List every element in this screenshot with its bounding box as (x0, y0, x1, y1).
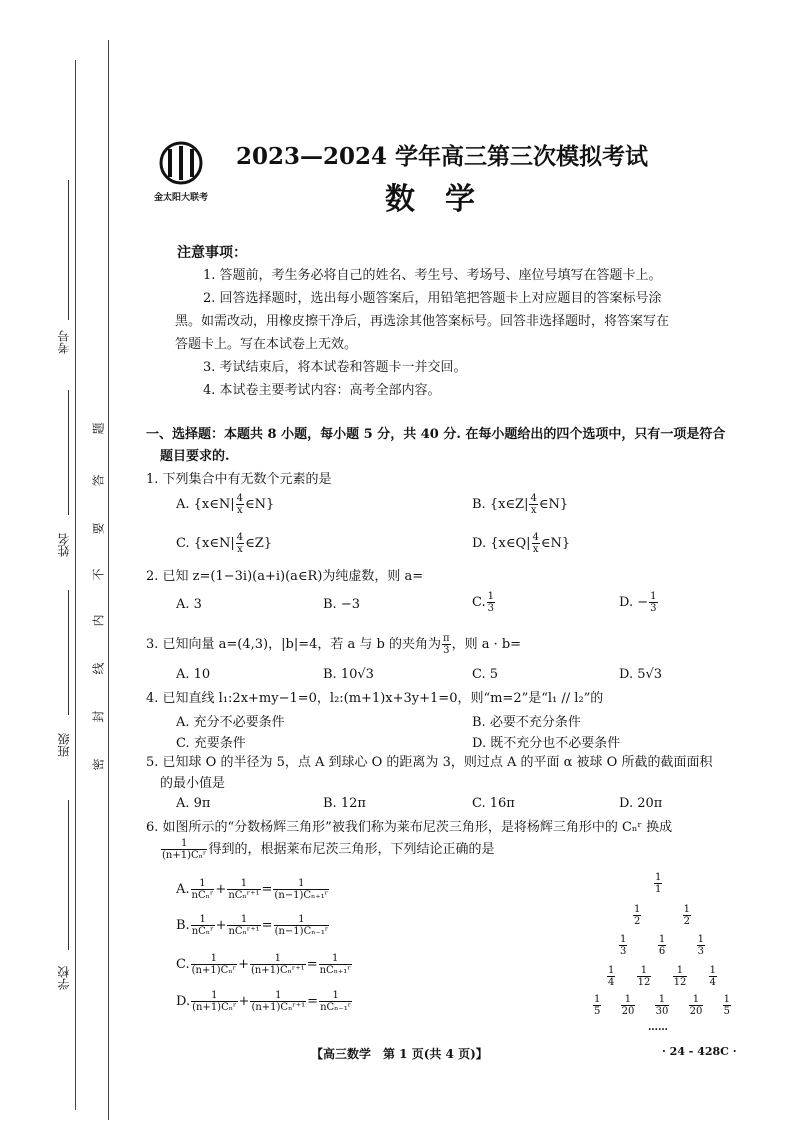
plus-sign: + (215, 882, 227, 897)
denominator: 5 (594, 1006, 601, 1017)
fraction (250, 953, 306, 976)
numerator: 1 (608, 965, 615, 976)
numerator: 1 (650, 591, 657, 602)
numerator: 1 (191, 953, 237, 965)
fraction (273, 878, 329, 901)
denominator: 20 (689, 1006, 703, 1017)
numerator: π (442, 633, 450, 644)
q5-option-b: B. 12π (323, 796, 366, 811)
question-4-stem: 4. 已知直线 l₁:2x+my−1=0，l₂:(m+1)x+3y+1=0，则“m=2”是“l₁ // l₂”的 (146, 691, 604, 706)
question-6-stem: 6. 如图所示的“分数杨辉三角形”被我们称为莱布尼茨三角形，是将杨辉三角形中的 Cₙʳ 换成 (146, 820, 673, 835)
question-1-stem: 1. 下列集合中有无数个元素的是 (146, 472, 332, 487)
numerator: 1 (621, 994, 636, 1006)
opt-text: ∈N} (540, 536, 571, 551)
denominator: (n−1)Cₙ₋₁ʳ (274, 926, 329, 937)
fraction (191, 914, 215, 937)
q4-option-a: A. 充分不必要条件 (176, 715, 285, 730)
binding-warning-char: 封 (91, 710, 106, 723)
denominator: x (532, 544, 539, 555)
fraction (621, 994, 636, 1017)
notice-item: 2. 回答选择题时，选出每小题答案后，用铅笔把答题卡上对应题目的答案标号涂 (203, 291, 662, 306)
numerator: 1 (723, 994, 730, 1005)
numerator: 1 (683, 904, 690, 915)
denominator: nCₙʳ⁺¹ (228, 926, 260, 937)
fraction (689, 994, 704, 1017)
fraction (658, 934, 666, 957)
numerator: 1 (191, 990, 237, 1002)
binding-warning-char: 内 (91, 614, 106, 627)
class-label: 班级 (57, 733, 71, 757)
id-label: 考号 (57, 330, 71, 354)
denominator: 3 (443, 645, 450, 656)
q2-option-c (472, 591, 496, 614)
fraction (236, 493, 244, 516)
logo-emblem-icon (150, 140, 212, 186)
numerator: 1 (709, 965, 716, 976)
opt-label: B. (176, 918, 190, 933)
notice-item: 4. 本试卷主要考试内容：高考全部内容。 (203, 383, 441, 398)
fraction (633, 904, 641, 927)
opt-text: ∈N} (538, 497, 569, 512)
fraction (250, 990, 306, 1013)
page-footer: 【高三数学 第 1 页(共 4 页)】 (311, 1047, 488, 1061)
fraction (619, 934, 627, 957)
q4-option-d: D. 既不充分也不必要条件 (472, 736, 621, 751)
q6-option-d (176, 990, 353, 1013)
numerator: 1 (673, 965, 688, 977)
fraction (487, 591, 495, 614)
opt-text: C. {x∈N| (176, 536, 235, 551)
denominator: 3 (620, 946, 627, 957)
section-heading-cont: 题目要求的. (160, 449, 230, 464)
denominator: x (530, 505, 537, 516)
numerator: 1 (658, 934, 666, 945)
numerator: 1 (250, 953, 306, 965)
numerator: 1 (191, 878, 215, 890)
numerator: 4 (532, 532, 539, 543)
binding-warning-char: 不 (91, 568, 106, 581)
numerator: 1 (637, 965, 652, 977)
notice-item: 黑。如需改动，用橡皮擦干净后，再选涂其他答案标号。回答非选择题时，将答案写在 (175, 314, 670, 329)
denominator: nCₙ₊₁ʳ (319, 965, 351, 976)
numerator: 1 (634, 904, 641, 915)
denominator: (n+1)Cₙʳ⁺¹ (251, 1002, 306, 1013)
q2-option-d (619, 591, 659, 614)
triangle-row-5 (592, 994, 732, 1017)
q6-option-b (176, 914, 330, 937)
equals-sign: = (261, 882, 273, 897)
denominator: 3 (697, 946, 704, 957)
triangle-row-3 (618, 934, 706, 957)
triangle-row-2 (632, 904, 692, 927)
fraction (654, 872, 662, 895)
denominator: (n+1)Cₙʳ (162, 850, 207, 861)
fraction (442, 633, 451, 656)
opt-text: D. {x∈Q| (472, 536, 531, 551)
fraction (607, 965, 615, 988)
numerator: 1 (191, 914, 215, 926)
plus-sign: + (215, 918, 227, 933)
opt-text: ∈N} (245, 497, 275, 512)
numerator: 1 (655, 872, 662, 883)
numerator: 4 (530, 493, 537, 504)
q3-option-c: C. 5 (472, 667, 499, 682)
denominator: 5 (723, 1006, 730, 1017)
q3-option-b: B. 10√3 (323, 667, 374, 682)
triangle-row-4 (606, 965, 718, 988)
numerator: 4 (236, 493, 244, 504)
q6-option-a (176, 878, 330, 901)
numerator: 1 (319, 953, 352, 965)
q6-option-c (176, 953, 353, 976)
denominator: 6 (658, 946, 666, 957)
denominator: 4 (608, 977, 615, 988)
opt-label: C. (176, 957, 190, 972)
numerator: 1 (594, 994, 601, 1005)
denominator: 2 (634, 916, 641, 927)
q4-option-b: B. 必要不充分条件 (472, 715, 581, 730)
question-5-stem-cont: 的最小值是 (160, 776, 226, 791)
denominator: (n+1)Cₙʳ (191, 965, 237, 976)
q3-option-a: A. 10 (176, 667, 211, 682)
q1-option-b (472, 493, 568, 516)
q5-option-d: D. 20π (619, 796, 663, 811)
fraction (191, 878, 215, 901)
q2-option-a: A. 3 (176, 597, 202, 612)
triangle-row-1 (653, 872, 663, 895)
numerator: 1 (319, 990, 352, 1002)
school-line (68, 800, 69, 950)
name-label: 姓名 (57, 533, 71, 557)
plus-sign: + (238, 957, 249, 972)
fraction (227, 878, 260, 901)
equals-sign: = (261, 918, 273, 933)
binding-warning-char: 线 (91, 662, 106, 675)
q4-option-c: C. 充要条件 (176, 736, 246, 751)
fraction (723, 994, 731, 1017)
fraction (697, 934, 705, 957)
denominator: (n−1)Cₙ₊₁ʳ (274, 890, 329, 901)
fraction (709, 965, 717, 988)
denominator: 30 (655, 1006, 669, 1017)
opt-text: B. {x∈Z| (472, 497, 529, 512)
opt-text: C. (472, 595, 486, 610)
fraction (191, 990, 237, 1013)
plus-sign: + (238, 994, 250, 1009)
numerator: 1 (697, 934, 704, 945)
notice-item: 答题卡上。写在本试卷上无效。 (175, 337, 358, 352)
numerator: 1 (227, 878, 260, 890)
denominator: 3 (487, 603, 494, 614)
fraction (191, 953, 237, 976)
binding-rule-inner (108, 40, 109, 1120)
fraction (683, 904, 691, 927)
binding-warning-char: 题 (91, 422, 106, 435)
fraction (161, 838, 207, 861)
question-5-stem: 5. 已知球 O 的半径为 5，点 A 到球心 O 的距离为 3，则过点 A 的平面 α 被球 O 所截的截面面积 (146, 755, 713, 770)
q5-option-a: A. 9π (176, 796, 211, 811)
denominator: (n+1)Cₙʳ⁺¹ (250, 965, 305, 976)
triangle-ellipsis: …… (648, 1022, 668, 1033)
denominator: nCₙʳ (191, 890, 214, 901)
denominator: nCₙʳ (191, 926, 214, 937)
fraction (227, 914, 260, 937)
notice-heading: 注意事项： (177, 245, 247, 261)
denominator: 12 (637, 977, 651, 988)
q3-option-d: D. 5√3 (619, 667, 663, 682)
opt-label: A. (176, 882, 190, 897)
fraction (274, 914, 330, 937)
denominator: 2 (683, 916, 690, 927)
denominator: nCₙʳ⁺¹ (228, 890, 260, 901)
denominator: x (237, 505, 243, 516)
q1-option-c (176, 532, 272, 555)
numerator: 1 (161, 838, 207, 850)
fraction (236, 532, 244, 555)
numerator: 1 (689, 994, 704, 1006)
leibniz-triangle-figure (580, 872, 740, 1032)
equals-sign: = (307, 994, 319, 1009)
numerator: 4 (236, 532, 244, 543)
binding-warning-char: 要 (91, 522, 106, 535)
stem-text: 得到的，根据莱布尼茨三角形，下列结论正确的是 (208, 842, 495, 857)
denominator: 1 (655, 884, 662, 895)
denominator: 12 (673, 977, 687, 988)
denominator: 3 (650, 603, 657, 614)
numerator: 1 (227, 914, 260, 926)
notice-item: 3. 考试结束后，将本试卷和答题卡一并交回。 (203, 360, 467, 375)
question-6-stem-cont (160, 838, 494, 861)
numerator: 1 (487, 591, 494, 602)
notice-item: 1. 答题前，考生务必将自己的姓名、考生号、考场号、座位号填写在答题卡上。 (203, 268, 662, 283)
fraction (673, 965, 688, 988)
stem-text: 3. 已知向量 a=(4,3)，|b|=4，若 a 与 b 的夹角为 (146, 637, 441, 652)
denominator: nCₙ₋₁ʳ (320, 1002, 352, 1013)
opt-label: D. (176, 994, 191, 1009)
equals-sign: = (306, 957, 318, 972)
q5-option-c: C. 16π (472, 796, 515, 811)
section-heading: 一、选择题：本题共 8 小题，每小题 5 分，共 40 分. 在每小题给出的四个选项中，只有一项是符合 (146, 427, 726, 442)
fraction (319, 990, 352, 1013)
subject-title: 数 学 (385, 182, 475, 217)
exam-title: 2023—2024 学年高三第三次模拟考试 (236, 143, 649, 170)
q2-option-b: B. −3 (323, 597, 360, 612)
numerator: 1 (655, 994, 670, 1006)
numerator: 1 (620, 934, 627, 945)
stem-text: ，则 a · b= (451, 637, 522, 652)
q1-option-d (472, 532, 570, 555)
paper-code: · 24 - 428C · (662, 1045, 737, 1058)
q1-option-a (176, 493, 274, 516)
denominator: 20 (621, 1006, 635, 1017)
question-2-stem: 2. 已知 z=(1−3i)(a+i)(a∈R)为纯虚数，则 a= (146, 569, 424, 584)
fraction (532, 532, 540, 555)
fraction (655, 994, 670, 1017)
binding-warning-char: 答 (91, 474, 106, 487)
opt-text: D. − (619, 595, 649, 610)
class-line (68, 590, 69, 715)
opt-text: ∈Z} (245, 536, 273, 551)
fraction (649, 591, 657, 614)
binding-warning-char: 密 (91, 758, 106, 771)
school-label: 学校 (57, 966, 71, 990)
numerator: 1 (274, 914, 330, 926)
denominator: x (237, 544, 243, 555)
question-3-stem (146, 633, 521, 656)
fraction (529, 493, 537, 516)
denominator: 4 (709, 977, 716, 988)
name-line (68, 390, 69, 515)
id-line (68, 180, 69, 320)
fraction (593, 994, 601, 1017)
logo (150, 140, 212, 202)
numerator: 1 (250, 990, 306, 1002)
fraction (319, 953, 352, 976)
denominator: (n+1)Cₙʳ (192, 1002, 237, 1013)
fraction (637, 965, 652, 988)
logo-caption: 金太阳大联考 (153, 193, 208, 203)
opt-text: A. {x∈N| (176, 497, 235, 512)
binding-rule-outer (75, 60, 76, 1110)
numerator: 1 (273, 878, 329, 890)
